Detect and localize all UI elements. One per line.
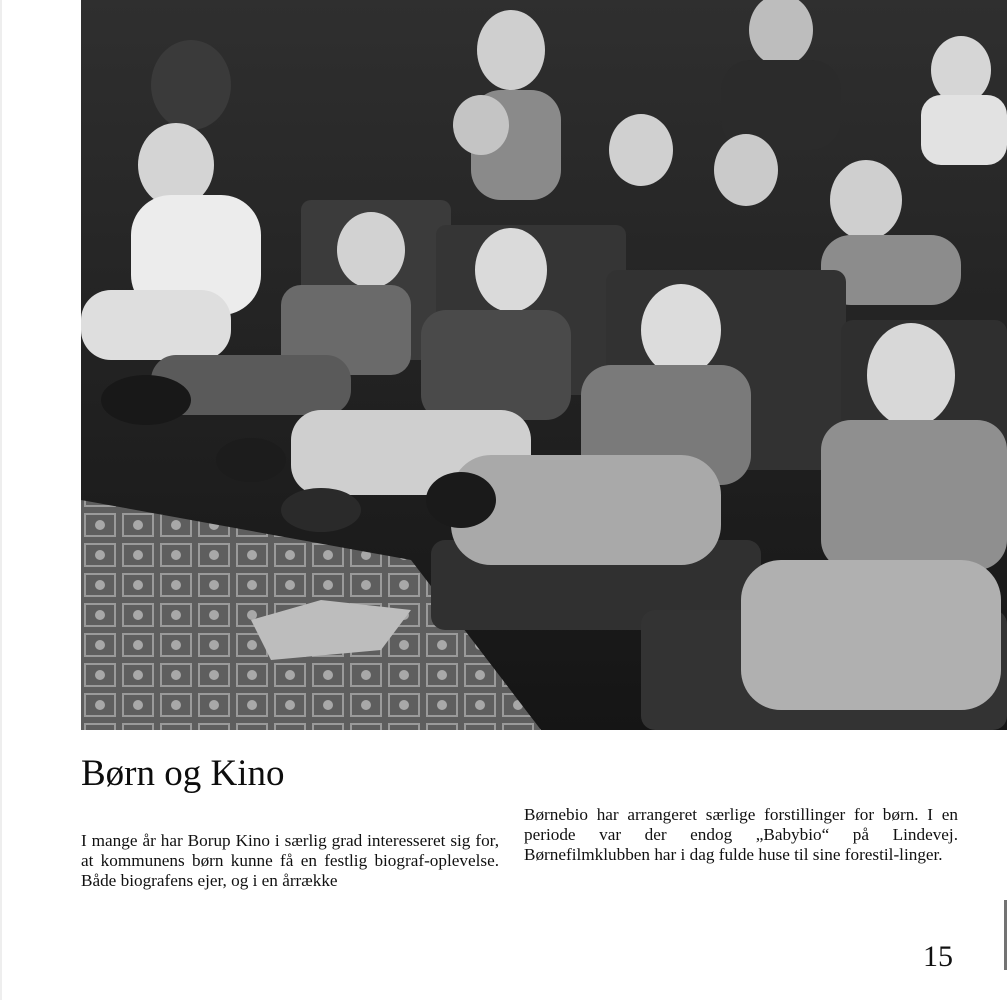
photo-illustration: [81, 0, 1007, 730]
page-number: 15: [923, 940, 953, 973]
page-gutter: [0, 0, 2, 1000]
cinema-children-photo: [81, 0, 1007, 730]
article-text-left-column: I mange år har Borup Kino i særlig grad interesseret sig for, at kommunens børn kunne få en festlig biograf-oplevelse. Både biografens ejer, og i en årrække: [81, 831, 499, 890]
article-text-right-column: Børnebio har arrangeret særlige forstillinger for børn. I en periode var der endog „Babybio“ på Lindevej. Børnefilmklubben har i dag fulde huse til sine forestil-linger.: [524, 805, 958, 864]
page-title: Børn og Kino: [81, 753, 285, 794]
